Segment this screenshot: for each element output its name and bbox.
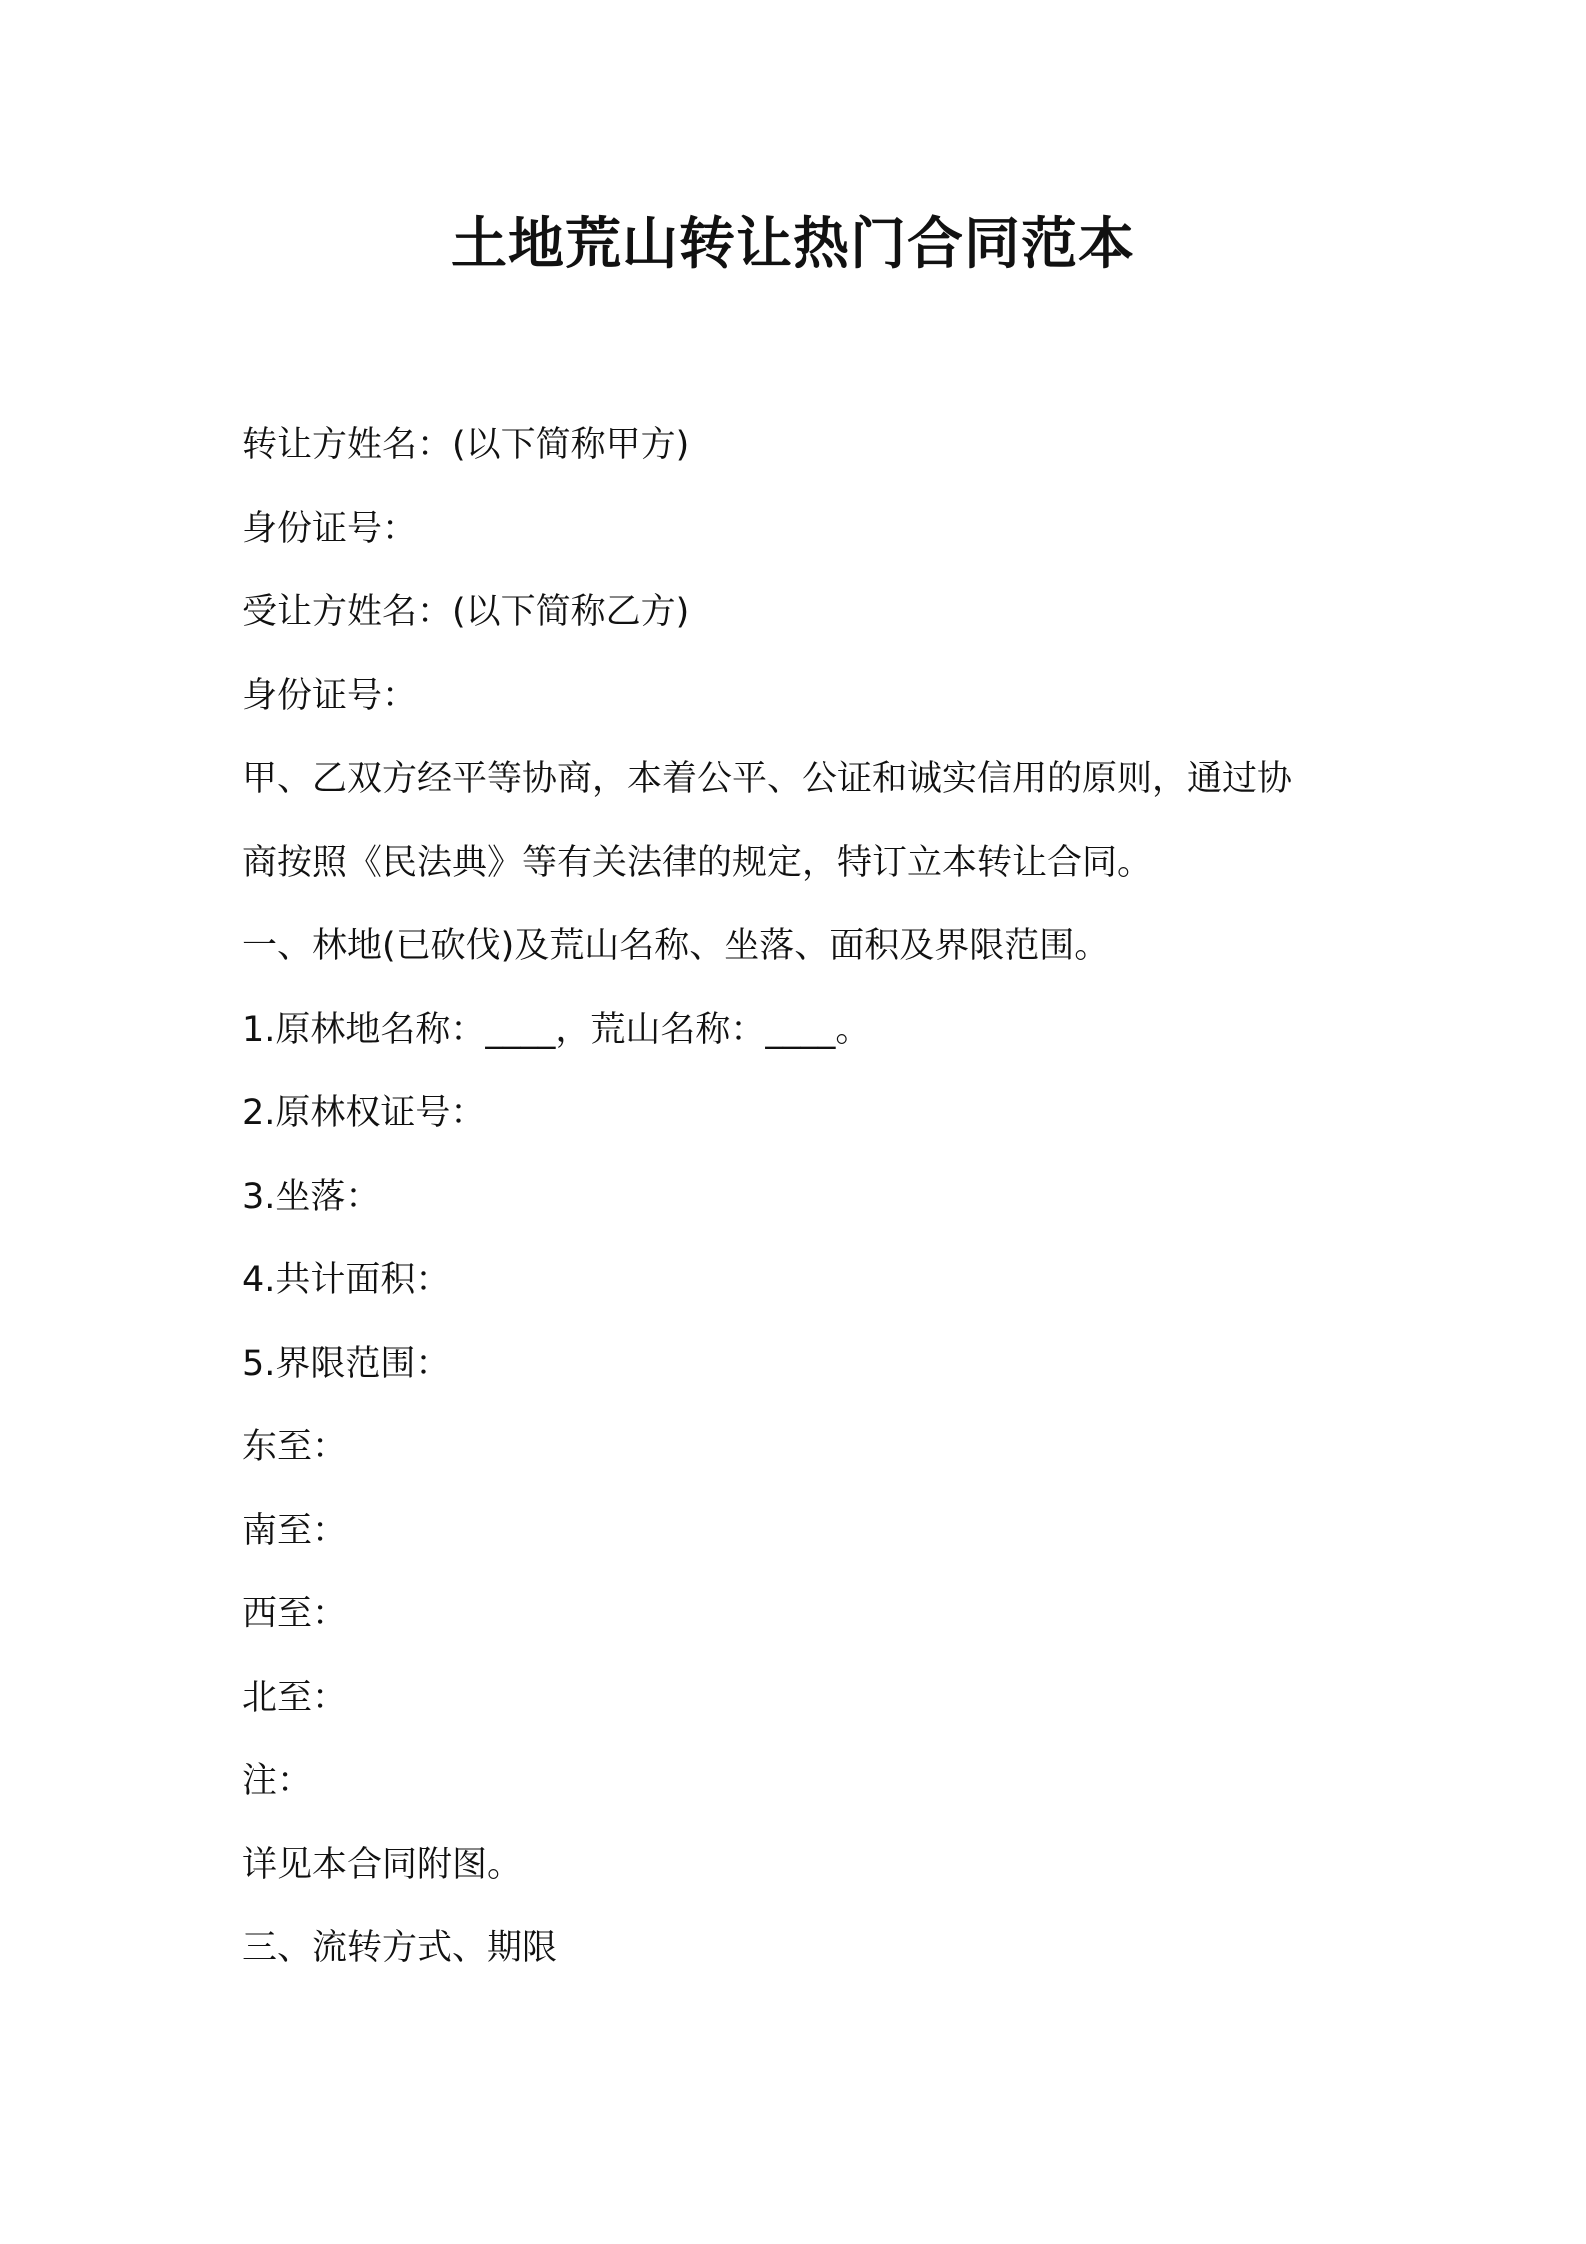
preamble-line-1: 甲、乙双方经平等协商，本着公平、公证和诚实信用的原则，通过协 <box>242 759 1293 799</box>
clause-4-area: 4.共计面积： <box>242 1260 451 1300</box>
document-body <box>242 404 1372 1991</box>
section-heading-1: 一、林地(已砍伐)及荒山名称、坐落、面积及界限范围。 <box>242 926 1110 966</box>
clause-3-location: 3.坐落： <box>242 1176 381 1217</box>
transferor-name-line: 转让方姓名：(以下简称甲方) <box>242 425 690 465</box>
boundary-east: 东至： <box>242 1427 348 1467</box>
document-title: 土地荒山转让热门合同范本 <box>451 212 1135 277</box>
transferor-id-line: 身份证号： <box>242 508 418 549</box>
note-label: 注： <box>242 1761 313 1801</box>
boundary-south: 南至： <box>242 1510 348 1551</box>
clause-5-boundary: 5.界限范围： <box>242 1343 451 1384</box>
clause-1-names: 1.原林地名称：____，荒山名称：____。 <box>242 1009 871 1050</box>
section-heading-3: 三、流转方式、期限 <box>242 1928 558 1968</box>
transferee-name-line: 受让方姓名：(以下简称乙方) <box>242 592 690 632</box>
boundary-north: 北至： <box>242 1677 348 1718</box>
clause-2-certificate: 2.原林权证号： <box>242 1093 486 1133</box>
note-text: 详见本合同附图。 <box>242 1844 523 1885</box>
boundary-west: 西至： <box>242 1594 348 1634</box>
transferee-id-line: 身份证号： <box>242 675 418 716</box>
preamble-line-2: 商按照《民法典》等有关法律的规定，特订立本转让合同。 <box>242 842 1153 883</box>
